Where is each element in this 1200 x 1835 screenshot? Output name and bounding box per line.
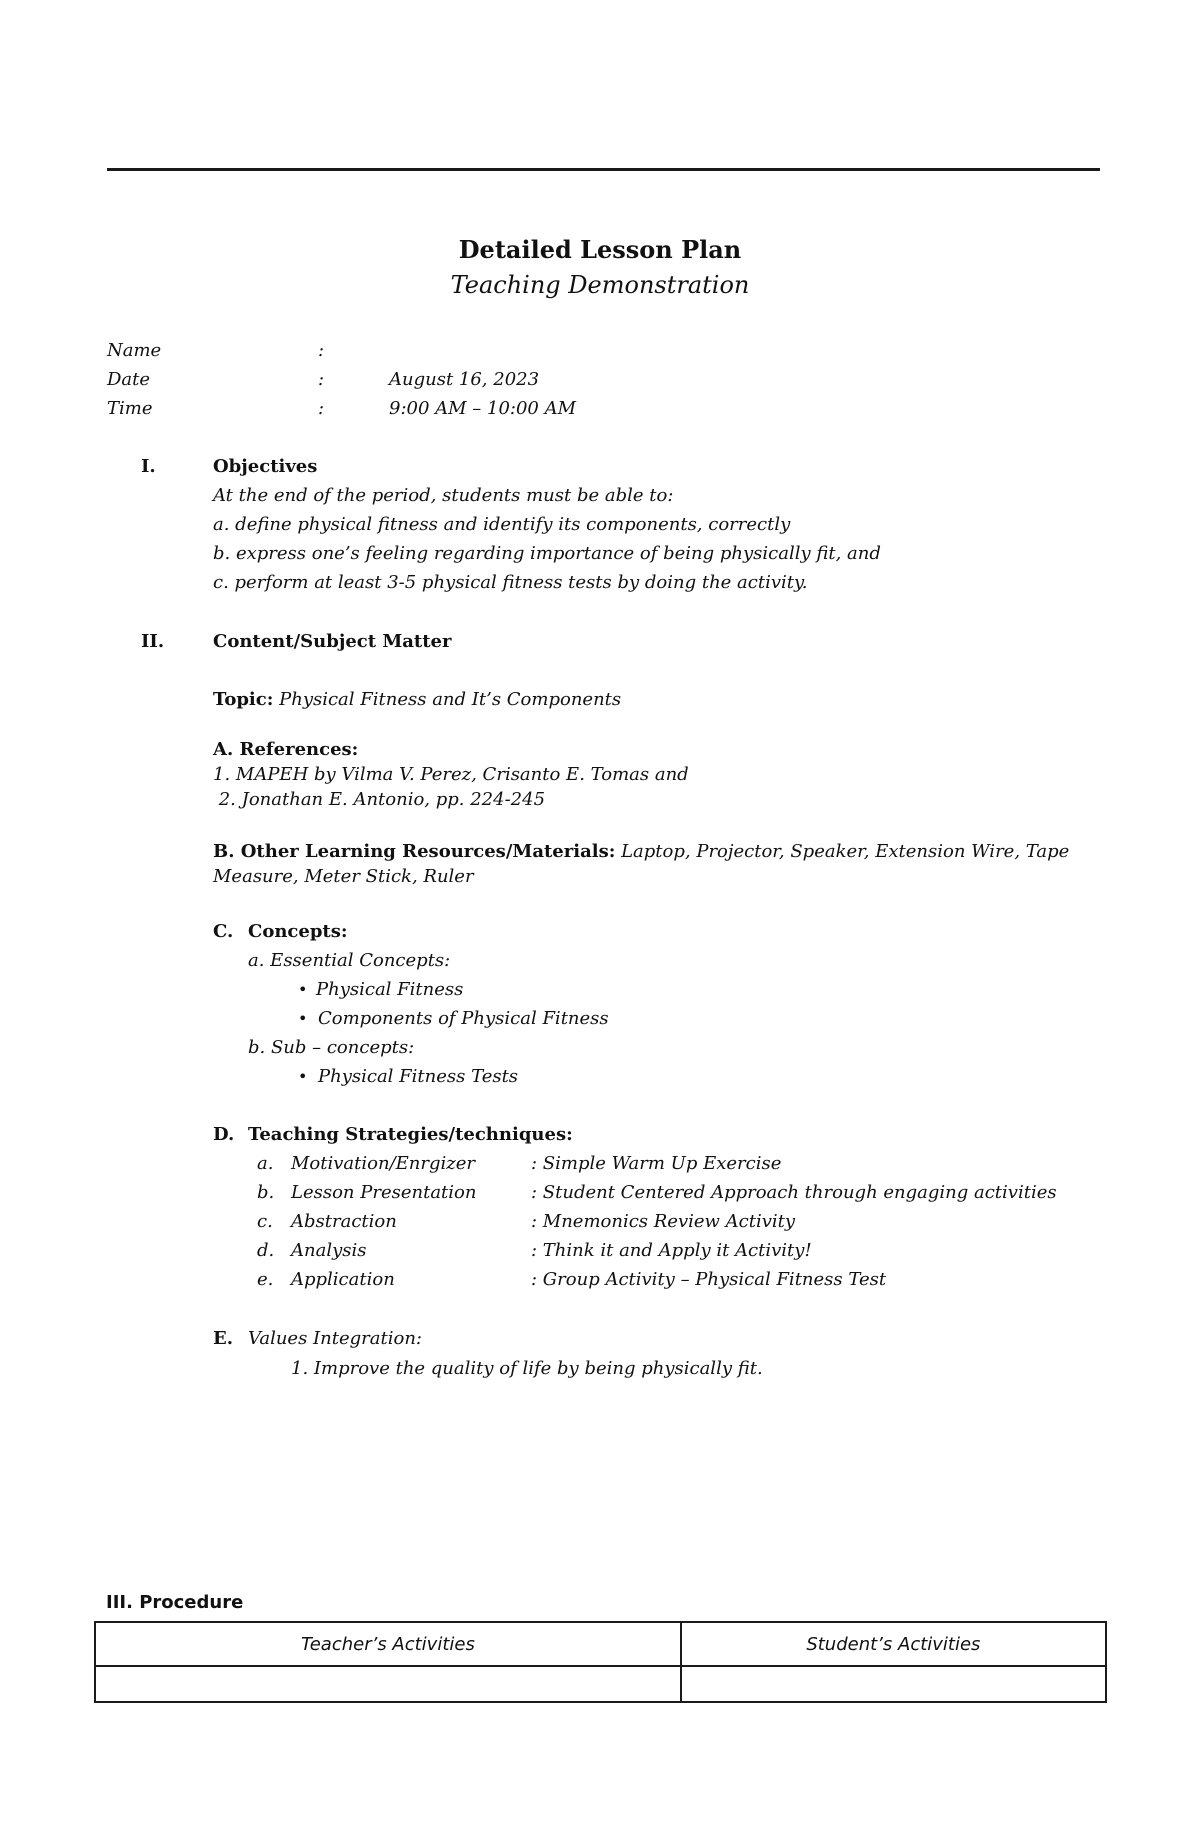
strategy-desc: : Student Centered Approach through engaging activities: [531, 1182, 1057, 1203]
strategy-name: Abstraction: [291, 1211, 397, 1232]
teacher-activities-header: Teacher’s Activities: [95, 1622, 681, 1666]
concept-item: Physical Fitness: [316, 979, 464, 1000]
values-heading: Values Integration:: [248, 1328, 422, 1349]
strategy-letter: e.: [257, 1269, 274, 1290]
values-letter: E.: [213, 1328, 233, 1349]
table-header-row: [95, 1622, 1106, 1666]
student-activities-cell: [681, 1666, 1106, 1702]
table-row: [95, 1666, 1106, 1702]
reference-item: 1. MAPEH by Vilma V. Perez, Crisanto E. Tomas and: [213, 764, 689, 785]
strategy-letter: c.: [257, 1211, 273, 1232]
name-colon: :: [318, 340, 325, 361]
header-rule: [107, 168, 1100, 171]
name-label: Name: [107, 340, 162, 361]
bullet-icon: •: [298, 980, 308, 999]
materials-value: Laptop, Projector, Speaker, Extension Wire, Tape: [621, 841, 1070, 862]
document-subtitle: Teaching Demonstration: [450, 271, 750, 299]
content-numeral: II.: [141, 631, 165, 652]
date-value: August 16, 2023: [389, 369, 540, 390]
sub-concepts-label: b. Sub – concepts:: [248, 1037, 415, 1058]
document-title: Detailed Lesson Plan: [458, 235, 742, 264]
strategy-desc: : Simple Warm Up Exercise: [531, 1153, 782, 1174]
objectives-intro: At the end of the period, students must be able to:: [213, 485, 674, 506]
date-label: Date: [107, 369, 151, 390]
strategy-desc: : Think it and Apply it Activity!: [531, 1240, 812, 1261]
materials-label: B. Other Learning Resources/Materials:: [213, 841, 616, 862]
objective-item: b. express one’s feeling regarding importance of being physically fit, and: [213, 543, 881, 564]
reference-item: 2. Jonathan E. Antonio, pp. 224-245: [213, 789, 546, 810]
topic-label: Topic:: [213, 689, 274, 710]
concept-item: Components of Physical Fitness: [318, 1008, 609, 1029]
strategies-letter: D.: [213, 1124, 235, 1145]
teacher-activities-cell: [95, 1666, 681, 1702]
date-colon: :: [318, 369, 325, 390]
strategy-name: Application: [291, 1269, 395, 1290]
concepts-letter: C.: [213, 921, 234, 942]
procedure-table: [94, 1621, 1107, 1703]
strategy-name: Analysis: [291, 1240, 367, 1261]
time-colon: :: [318, 398, 325, 419]
content-heading: Content/Subject Matter: [213, 631, 452, 652]
student-activities-header: Student’s Activities: [681, 1622, 1106, 1666]
values-item: 1. Improve the quality of life by being physically fit.: [291, 1358, 763, 1379]
references-heading: A. References:: [213, 739, 359, 760]
strategies-heading: Teaching Strategies/techniques:: [248, 1124, 573, 1145]
objective-item: c. perform at least 3-5 physical fitness tests by doing the activity.: [213, 572, 808, 593]
strategy-name: Motivation/Enrgizer: [291, 1153, 475, 1174]
materials-line: [213, 841, 1069, 862]
concepts-heading: Concepts:: [248, 921, 348, 942]
strategy-letter: a.: [257, 1153, 274, 1174]
strategy-letter: b.: [257, 1182, 275, 1203]
strategy-letter: d.: [257, 1240, 275, 1261]
topic-value: Physical Fitness and It’s Components: [279, 689, 622, 710]
strategy-desc: : Mnemonics Review Activity: [531, 1211, 796, 1232]
objectives-heading: Objectives: [213, 456, 318, 477]
time-value: 9:00 AM – 10:00 AM: [389, 398, 577, 419]
strategy-desc: : Group Activity – Physical Fitness Test: [531, 1269, 887, 1290]
time-label: Time: [107, 398, 153, 419]
bullet-icon: •: [298, 1009, 308, 1028]
concept-item: Physical Fitness Tests: [318, 1066, 519, 1087]
procedure-title: III. Procedure: [106, 1592, 244, 1613]
strategy-name: Lesson Presentation: [291, 1182, 477, 1203]
topic-line: [213, 689, 621, 710]
objectives-numeral: I.: [141, 456, 156, 477]
essential-concepts-label: a. Essential Concepts:: [248, 950, 451, 971]
objective-item: a. define physical fitness and identify its components, correctly: [213, 514, 791, 535]
bullet-icon: •: [298, 1067, 308, 1086]
materials-value-cont: Measure, Meter Stick, Ruler: [213, 866, 474, 887]
